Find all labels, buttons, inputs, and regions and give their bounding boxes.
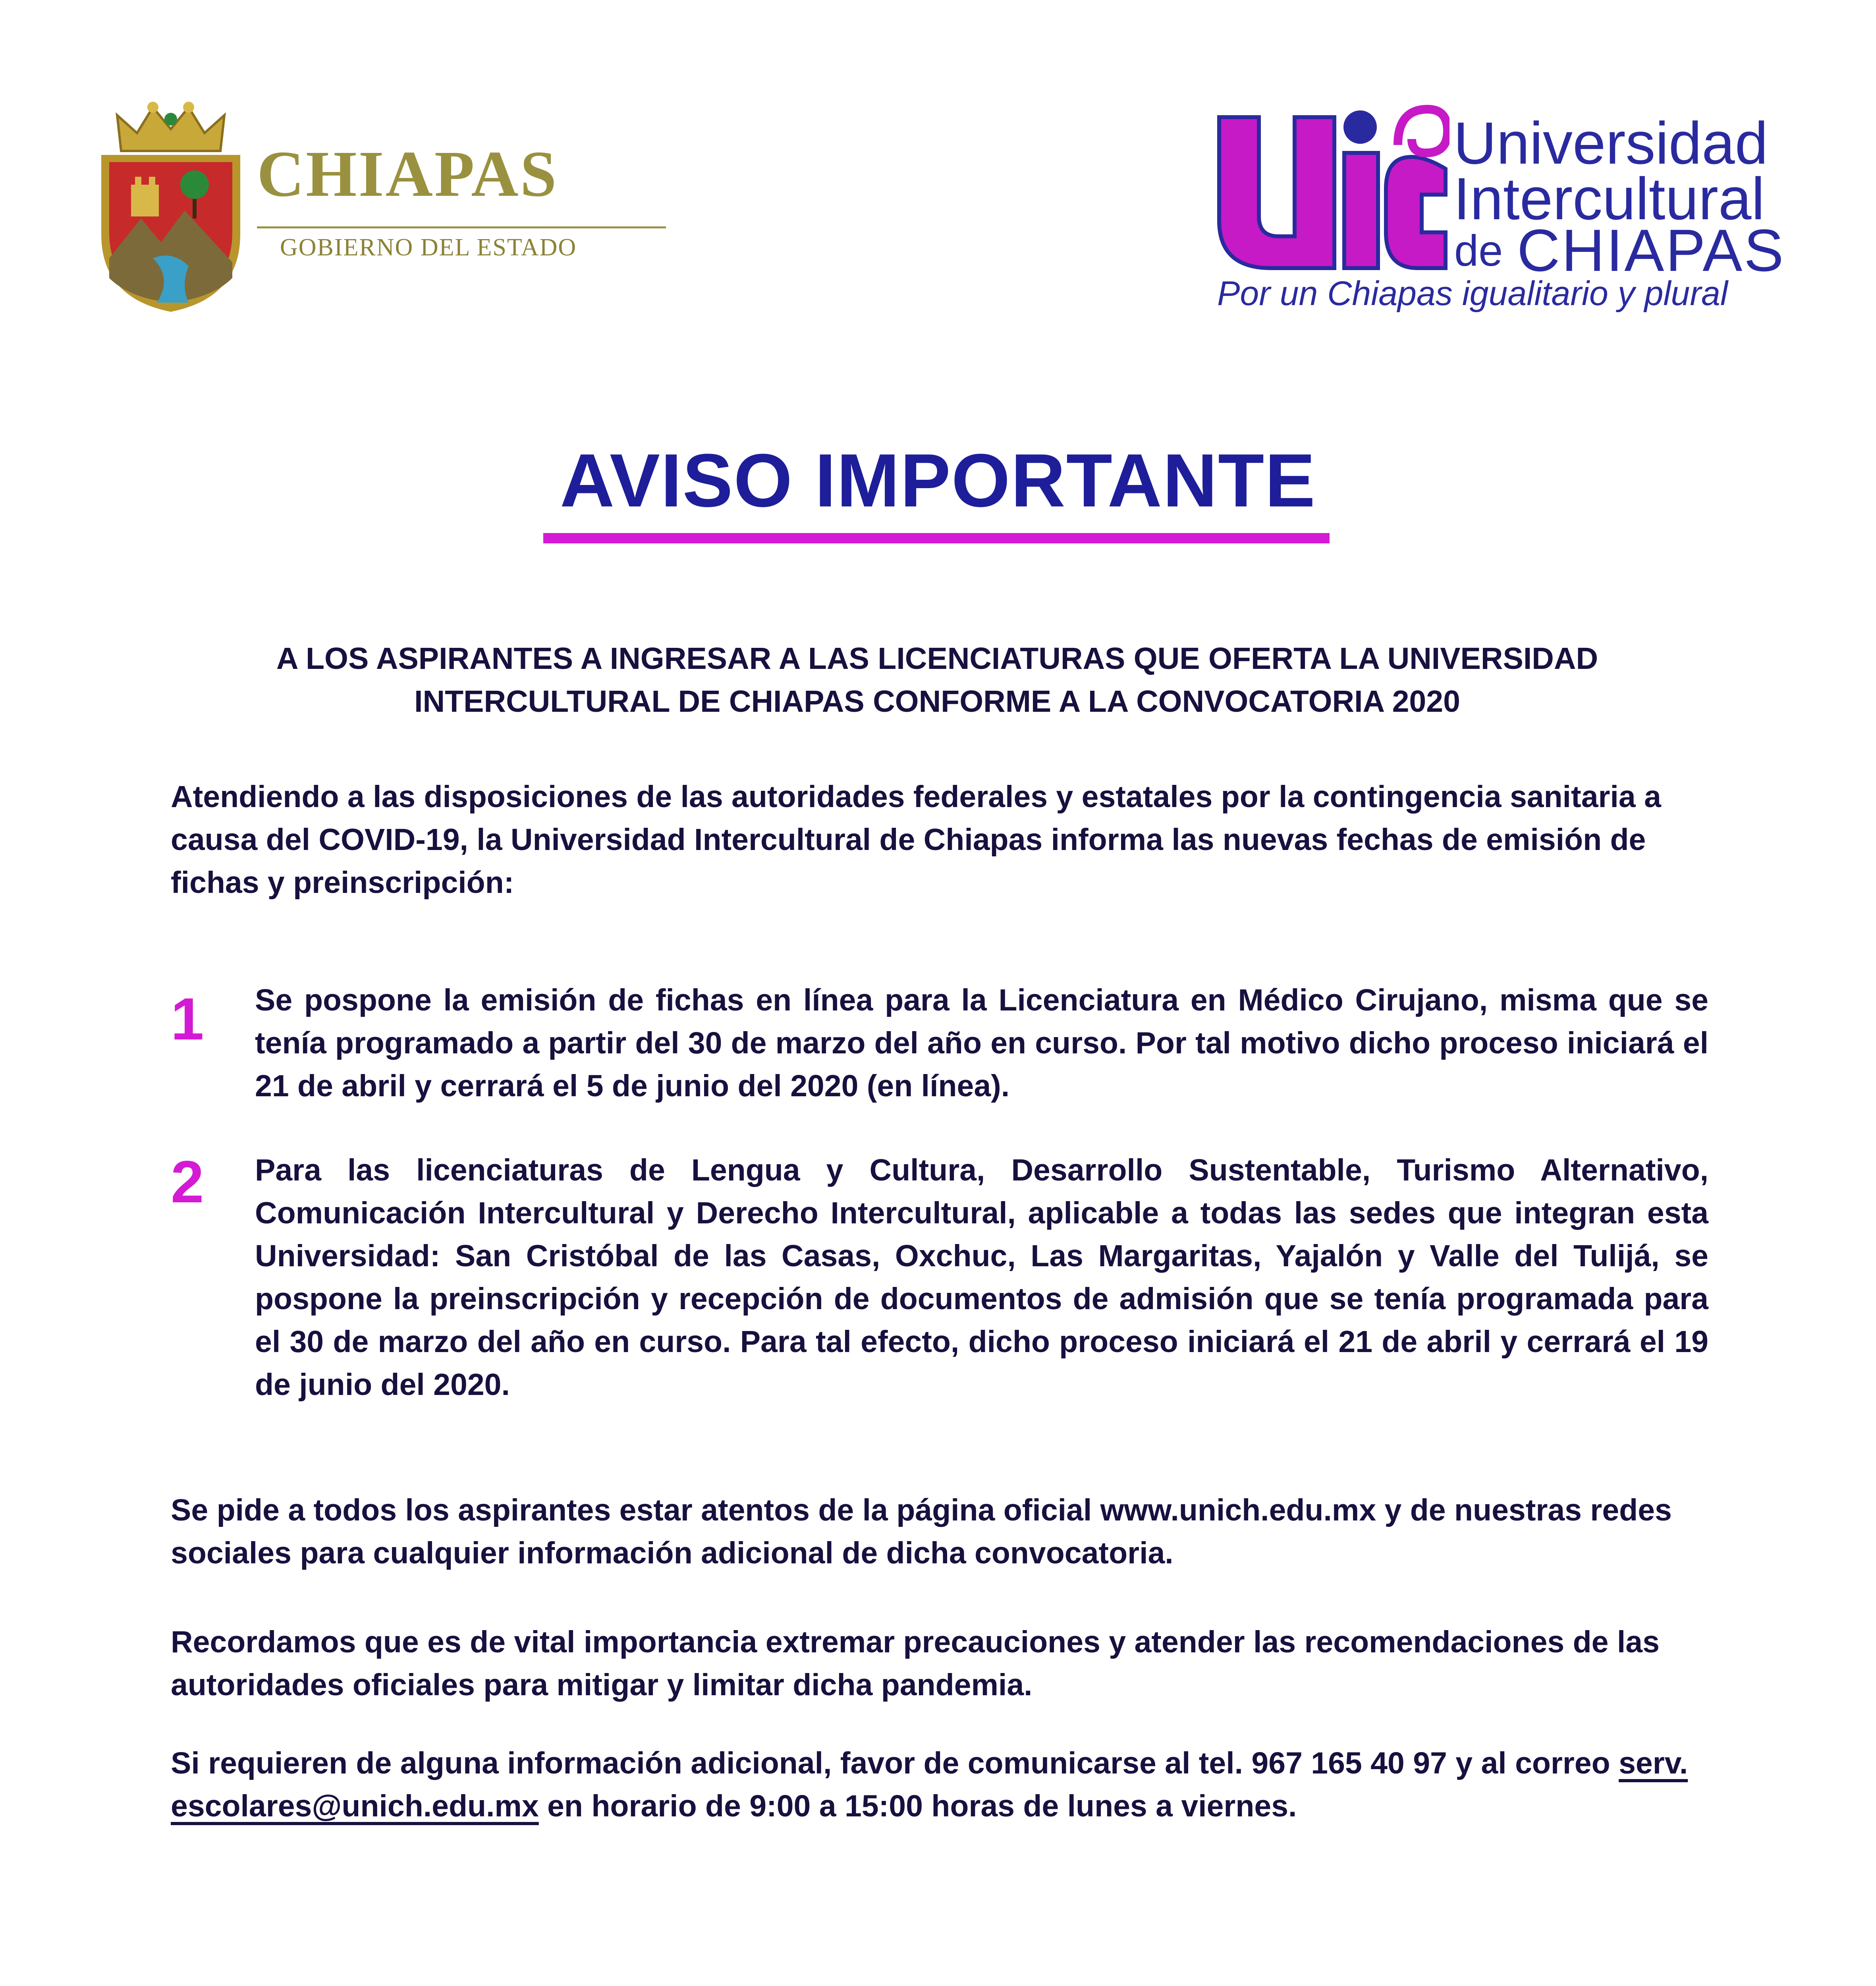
list-item-1-text: Se pospone la emisión de fichas en línea para la Licenciatura en Médico Cirujano, misma que se tenía programado a partir del 30 de marzo del año en curso. Por tal motivo dicho proceso iniciará el 21 de abril y cerrará el 5 de junio del 2020 (en línea). — [255, 983, 1708, 1103]
chiapas-logo-subtitle: GOBIERNO DEL ESTADO — [280, 234, 577, 261]
website-paragraph: Se pide a todos los aspirantes estar atentos de la página oficial www.unich.edu.mx y de nuestras redes sociales para cualquier información adicional de dicha convocatoria. — [171, 1493, 1672, 1570]
precautions-paragraph: Recordamos que es de vital importancia extremar precauciones y atender las recomendaciones de las autoridades oficiales para mitigar y limitar dicha pandemia. — [171, 1625, 1660, 1702]
contact-text-after: en horario de 9:00 a 15:00 horas de lunes a viernes. — [538, 1789, 1297, 1823]
item-number-2: 2 — [171, 1148, 204, 1215]
list-item-2-text: Para las licenciaturas de Lengua y Cultura, Desarrollo Sustentable, Turismo Alternativo, Comunicación Intercultural y Derecho Intercultural, aplicable a todas las sedes que integran esta Universidad: San Cristóbal de las Casas, Oxchuc, Las Margaritas, Yajalón y Valle del Tulijá, se pospone la preinscripción y recepción de documentos de admisión que se tenía programada para el 30 de marzo del año en curso. Para tal efecto, dicho proceso iniciará el 21 de abril y cerrará el 19 de junio del 2020. — [255, 1153, 1708, 1402]
unich-logo-line-2: Intercultural — [1453, 165, 1765, 232]
email-link[interactable]: serv. escolares@unich.edu.mx — [171, 1746, 1688, 1823]
unich-logo-line-1: Universidad — [1453, 110, 1768, 176]
unich-logo-line-3-prefix: de — [1454, 226, 1503, 275]
unich-logo — [1211, 101, 1785, 316]
chiapas-government-logo — [93, 91, 586, 314]
intro-paragraph: Atendiendo a las disposiciones de las autoridades federales y estatales por la contingencia sanitaria a causa del COVID-19, la Universidad Intercultural de Chiapas informa las nuevas fechas de emisión de fichas y preinscripción: — [171, 780, 1661, 900]
unich-slogan: Por un Chiapas igualitario y plural — [1217, 274, 1728, 313]
unich-logo-line-3-main: CHIAPAS — [1517, 217, 1785, 284]
chiapas-coat-of-arms-icon — [93, 91, 248, 314]
item-number-1: 1 — [171, 985, 204, 1052]
contact-paragraph — [171, 1742, 1708, 1828]
title-underline — [543, 533, 1330, 543]
chiapas-logo-rule — [257, 226, 666, 228]
unich-monogram-icon — [1211, 101, 1449, 272]
page-title: AVISO IMPORTANTE — [560, 439, 1316, 523]
contact-text-before: Si requieren de alguna información adicional, favor de comunicarse al tel. 967 165 40 97 y al correo — [171, 1746, 1619, 1780]
chiapas-logo-word: CHIAPAS — [257, 137, 558, 210]
notice-subheading: A LOS ASPIRANTES A INGRESAR A LAS LICENCIATURAS QUE OFERTA LA UNIVERSIDAD INTERCULTURAL DE CHIAPAS CONFORME A LA CONVOCATORIA 2020 — [276, 641, 1598, 719]
